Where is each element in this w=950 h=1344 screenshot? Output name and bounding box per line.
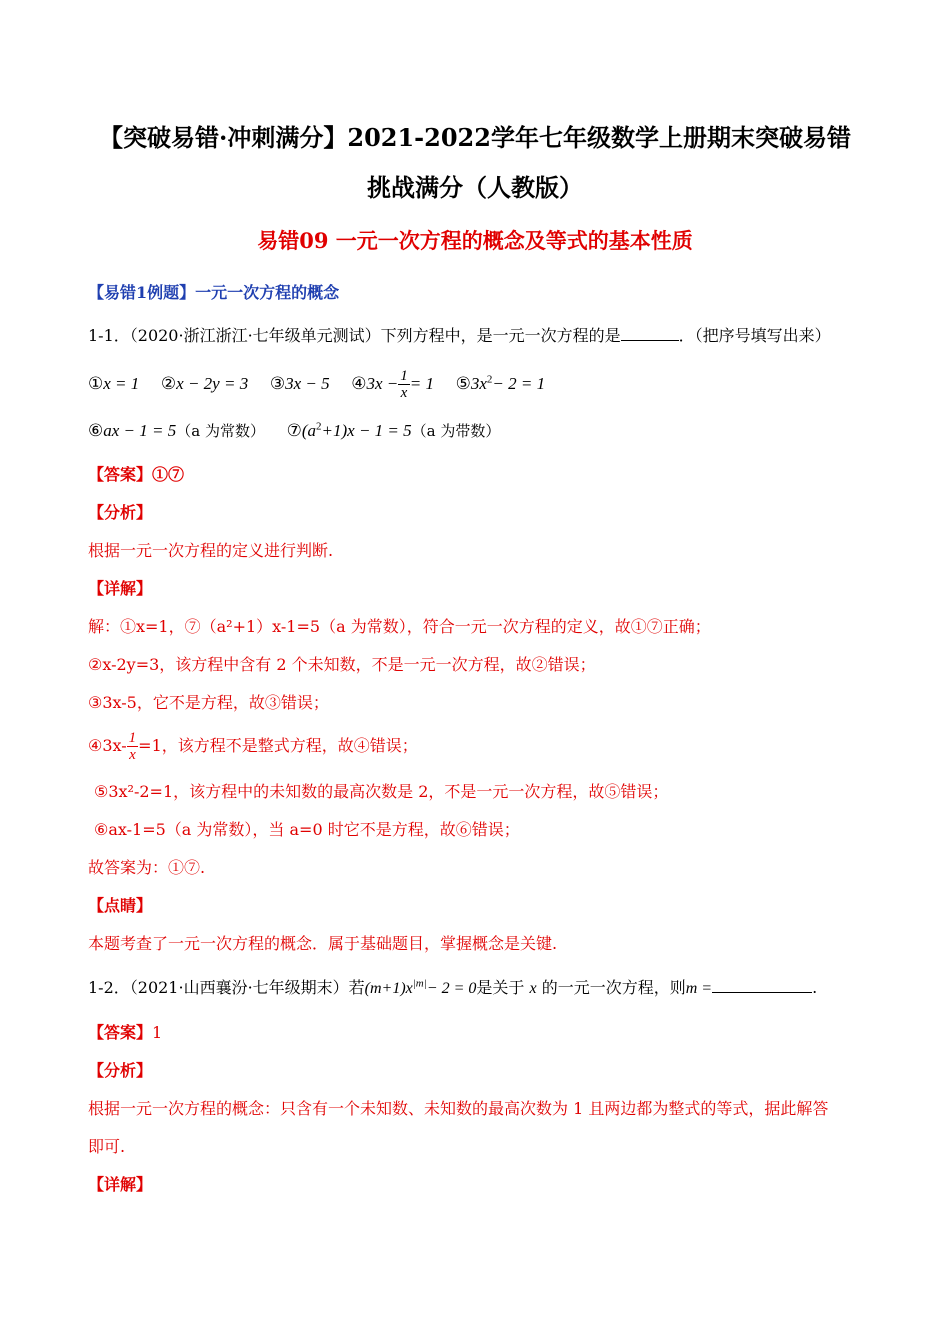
q1-detail-line2: ②x-2y=3，该方程中含有 2 个未知数，不是一元一次方程，故②错误； <box>88 655 596 674</box>
q2-detail-label: 【详解】 <box>88 1175 153 1194</box>
q1-analysis-text: 根据一元一次方程的定义进行判断. <box>88 541 334 560</box>
option-4-formula-right: = 1 <box>409 374 434 393</box>
detail-4-left: ④3x- <box>88 736 127 755</box>
q2-analysis-line1: 根据一元一次方程的概念：只含有一个未知数、未知数的最高次数为 1 且两边都为整式的等式，据此解答 <box>88 1099 829 1118</box>
option-5-exponent: 2 <box>486 373 493 386</box>
q1-detail-line6: ⑥ax-1=5（a 为常数），当 a=0 时它不是方程，故⑥错误； <box>94 820 520 839</box>
option-7-formula-right: +1)x − 1 = 5 <box>321 421 412 440</box>
q2-equation-right: − 2 = 0 <box>426 980 477 997</box>
page-title-line1: 【突破易错·冲刺满分】2021-2022学年七年级数学上册期末突破易错 <box>99 123 851 152</box>
option-5-number: ⑤ <box>455 374 471 394</box>
q2-analysis-label: 【分析】 <box>88 1061 153 1080</box>
q2-analysis-line2: 即可. <box>88 1137 126 1156</box>
option-6-number: ⑥ <box>88 421 104 441</box>
fraction-one-over-x <box>127 730 139 763</box>
q1-stem-tail: ．（把序号填写出来） <box>678 326 831 345</box>
answer-label: 【答案】 <box>88 1023 153 1042</box>
q2-variable-m: m = <box>685 980 713 997</box>
option-5-formula-right: − 2 = 1 <box>492 374 546 393</box>
answer-blank <box>621 326 679 341</box>
q2-stem-middle: 是关于 <box>476 978 525 997</box>
q2-stem-tail: 的一元一次方程，则 <box>541 978 686 997</box>
q1-detail-line1: 解：①x=1，⑦（a²+1）x-1=5（a 为常数），符合一元一次方程的定义，故①⑦正确； <box>88 617 711 636</box>
q1-stem-text: 1-1．（2020·浙江浙江·七年级单元测试）下列方程中，是一元一次方程的是 <box>88 326 621 345</box>
option-4-formula-left: 3x − <box>366 374 399 393</box>
answer-value: ①⑦ <box>152 465 185 484</box>
option-6-formula: ax − 1 = 5 <box>103 421 177 440</box>
q2-stem-prefix: 1-2．（2021·山西襄汾·七年级期末）若 <box>88 978 365 997</box>
fraction-denominator: x <box>400 385 408 401</box>
detail-4-right: =1，该方程不是整式方程，故④错误； <box>138 736 418 755</box>
q1-analysis-label: 【分析】 <box>88 503 153 522</box>
option-3-formula: 3x − 5 <box>285 374 330 393</box>
option-5-formula-left: 3x <box>470 374 487 393</box>
option-6-note: （a 为常数） <box>176 422 265 440</box>
q2-variable-x: x <box>529 980 537 997</box>
option-1-formula: x = 1 <box>103 374 140 393</box>
q1-options-row2 <box>88 421 500 441</box>
q1-options-row1 <box>88 368 545 401</box>
option-2-number: ② <box>160 374 177 394</box>
q1-detail-line7: 故答案为：①⑦. <box>88 858 206 877</box>
answer-value: 1 <box>152 1023 163 1042</box>
question-1-1-stem <box>88 326 831 346</box>
q1-answer <box>88 465 184 485</box>
option-3-number: ③ <box>269 374 286 394</box>
q1-detail-line3: ③3x-5，它不是方程，故③错误； <box>88 693 329 712</box>
q1-detail-label: 【详解】 <box>88 579 153 598</box>
q2-equation-left: (m+1)x <box>364 980 413 997</box>
q1-detail-line4 <box>88 730 418 763</box>
answer-label: 【答案】 <box>88 465 153 484</box>
page-subtitle: 易错09 一元一次方程的概念及等式的基本性质 <box>257 228 693 253</box>
fraction-numerator: 1 <box>400 368 408 384</box>
option-7-number: ⑦ <box>286 421 302 441</box>
q2-equation-exponent: |m| <box>412 977 427 990</box>
fraction-denominator: x <box>129 747 136 763</box>
option-7-exponent: 2 <box>316 420 322 433</box>
option-7-note: （a 为带数） <box>411 422 501 440</box>
fraction-numerator: 1 <box>128 730 137 746</box>
q1-point-label: 【点睛】 <box>88 896 153 915</box>
option-2-formula: x − 2y = 3 <box>176 374 249 393</box>
question-1-2-stem: 1-2．（2021·山西襄汾·七年级期末）若$(m+1)x^{|m|}- 2 = 0$是关于 x 的一元一次方程，则m = . <box>88 977 818 997</box>
q1-detail-line5: ⑤3x²-2=1，该方程中的未知数的最高次数是 2，不是一元一次方程，故⑤错误； <box>94 782 669 801</box>
q2-answer <box>88 1023 162 1043</box>
option-4-number: ④ <box>351 374 367 394</box>
section-heading: 【易错1例题】一元一次方程的概念 <box>88 283 340 302</box>
q1-point-text: 本题考查了一元一次方程的概念．属于基础题目，掌握概念是关键. <box>88 934 558 953</box>
fraction-one-over-x <box>398 368 410 401</box>
page-title-line2: 挑战满分（人教版） <box>367 173 583 202</box>
option-7-formula-left: (a <box>301 421 317 440</box>
answer-blank <box>712 978 812 993</box>
option-1-number: ① <box>88 374 104 394</box>
